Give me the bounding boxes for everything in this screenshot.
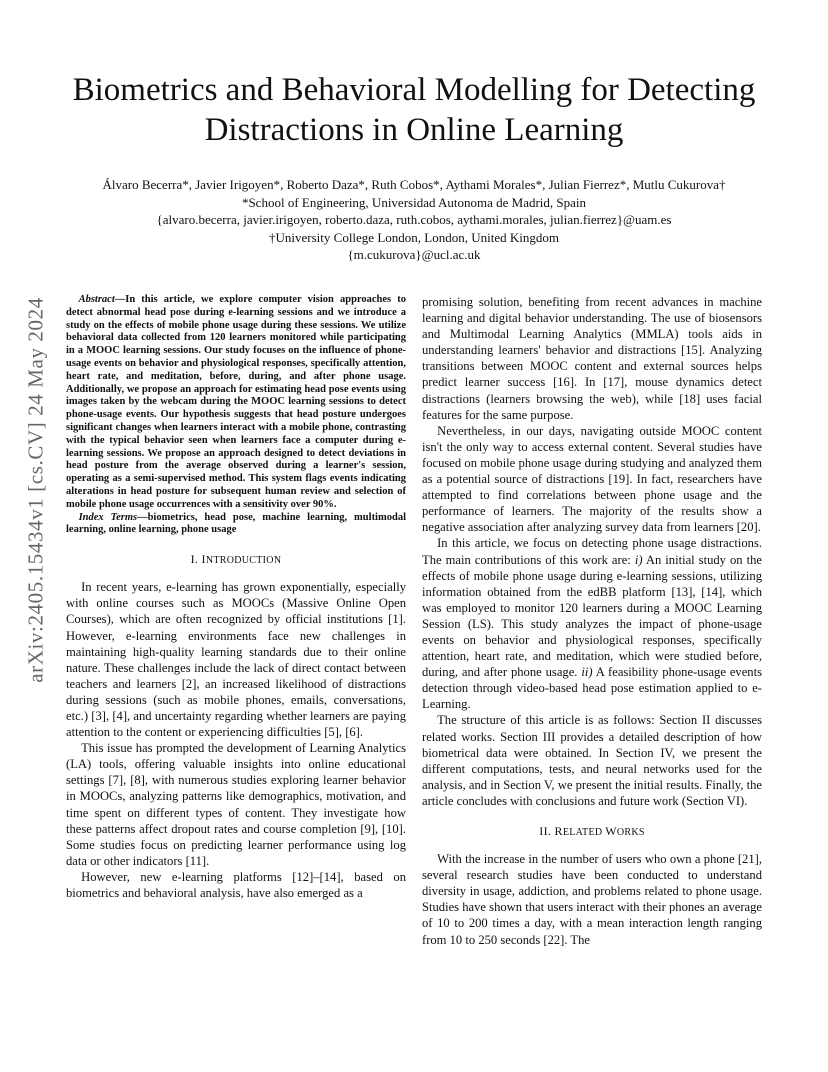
intro-paragraph-5: In this article, we focus on detecting phone usage distractions. The main contributions of this work are: i) An initial study on the effects of mobile phone usage during e-learning sessions, utilizing information obtained from the edBB platform [13], [14], which was employed to monitor 120 learners during a MOOC Learning Session (LS). This study analyzes the impact of phone-usage events on behavior and physiological responses, specifically attention, heart rate, and meditation, which were studied before, during, and after phone usage. ii) A feasibility phone-usage events detection through video-based head pose estimation applied to e-Learning.	[422, 536, 762, 712]
arxiv-id: arXiv:2405.15434v1 [cs.CV] 24 May 2024	[23, 297, 48, 683]
abstract-text: —In this article, we explore computer vision approaches to detect abnormal head pose during e-learning sessions and we introduce a study on the effects of mobile phone usage during these sessions. We utilize behavioral data collected from 120 learners monitored while participating in a MOOC learning sessions. Our study focuses on the influence of phone-usage events on behavior and physiological responses, specifically attention, heart rate, and meditation, before, during, and after phone usage. Additionally, we propose an approach for estimating head pose events using images taken by the webcam during the MOOC learning sessions to detect phone-usage events. Our hypothesis suggests that head posture undergoes significant changes when learners interact with a mobile phone, contrasting with the typical behavior seen when learners face a computer during e-learning sessions. We propose an approach designed to detect deviations in head posture from the average observed during a learner's session, operating as a semi-supervised method. This system flags events indicating alterations in head posture for subsequent human review and selection of mobile phone usage occurrences with a sensitivity over 90%.	[66, 294, 406, 510]
paper-title	[60, 70, 768, 150]
intro-paragraph-3-continued: promising solution, benefiting from recent advances in machine learning and digital behavior understanding. The use of biosensors and Multimodal Learning Analytics (MMLA) tools aids in understanding learners' behavior and distractions [15]. Analyzing transitions between MOOC content and external sources helps predict learner success [16]. In [17], mouse dynamics detect distractions (learners browsing the web), while [18] uses facial features for the same purpose.	[422, 295, 762, 422]
author-list: Álvaro Becerra*, Javier Irigoyen*, Roberto Daza*, Ruth Cobos*, Aythami Morales*, Julian Fierrez*, Mutlu Cukurova†	[102, 177, 726, 192]
index-terms-text: —biometrics, head pose, machine learning, multimodal learning, online learning, phone usage	[66, 511, 406, 536]
right-column	[422, 294, 762, 948]
index-terms	[66, 512, 406, 538]
section-heading-related-works: II. RELATED WORKS	[539, 824, 645, 838]
left-column	[66, 294, 406, 901]
abstract-label: Abstract	[78, 294, 115, 305]
author-block	[50, 176, 778, 264]
emails-1: {alvaro.becerra, javier.irigoyen, roberto.daza, ruth.cobos, aythami.morales, julian.fierrez}@uam.es	[156, 212, 672, 227]
abstract	[66, 294, 406, 512]
affiliation-1: *School of Engineering, Universidad Autonoma de Madrid, Spain	[241, 194, 587, 210]
emails-2: {m.cukurova}@ucl.ac.uk	[347, 247, 481, 262]
index-terms-label: Index Terms	[78, 511, 138, 523]
intro-paragraph-2: This issue has prompted the development of Learning Analytics (LA) tools, offering valuable insights into online educational settings [7], [8], with numerous studies exploring learner behavior in MOOCs, analyzing patterns like demographics, motivation, and time spent on different types of content. They investigate how these patterns affect dropout rates and course completion [9], [10]. Some studies focus on predicting learner performance using log data or other indicators [11].	[66, 741, 406, 868]
arxiv-identifier-sidebar	[24, 275, 48, 705]
title-line-2: Distractions in Online Learning	[204, 112, 624, 148]
intro-paragraph-6: The structure of this article is as follows: Section II discusses related works. Section III provides a detailed description of how biometrical data were obtained. In Section IV, we present the different computations, tests, and neural networks used for the analysis, and in Section V, we present the initial results. Finally, the article concludes with conclusions and future work (Section VI).	[422, 713, 762, 808]
affiliation-2: †University College London, London, United Kingdom	[269, 229, 559, 245]
intro-paragraph-4: Nevertheless, in our days, navigating outside MOOC content isn't the only way to access external content. Several studies have focused on mobile phone usage during studying and analyzed them as a potential source of distractions [19]. In fact, researchers have attempted to find correlations between phone usage and the performance of learners. The majority of the results show a negative association after analyzing survey data from learners [20].	[422, 423, 762, 535]
title-line-1: Biometrics and Behavioral Modelling for Detecting	[72, 72, 756, 108]
related-works-paragraph-1: With the increase in the number of users who own a phone [21], several research studies have been conducted to understand diversity in usage, addiction, and problems related to phone usage. Studies have shown that users interact with their phones an average of 10 to 200 times a day, with a mean interaction length ranging from 10 to 250 seconds [22]. The	[422, 852, 762, 947]
section-heading-introduction: I. INTRODUCTION	[190, 552, 282, 567]
intro-paragraph-3: However, new e-learning platforms [12]–[14], based on biometrics and behavioral analysis, have also emerged as a	[66, 869, 406, 901]
intro-paragraph-1: In recent years, e-learning has grown exponentially, especially with online courses such as MOOCs (Massive Online Open Courses), which are often recognized by official institutions [1]. However, e-learning environments face new challenges in maintaining high-quality learning standards due to their online nature. These challenges include the lack of direct contact between teachers and learners [2], an increased likelihood of distractions during sessions (such as mobile phones, emails, conversations, etc.) [3], [4], and uncertainty regarding whether learners are paying attention to the content or experiencing difficulties [5], [6].	[66, 580, 406, 740]
